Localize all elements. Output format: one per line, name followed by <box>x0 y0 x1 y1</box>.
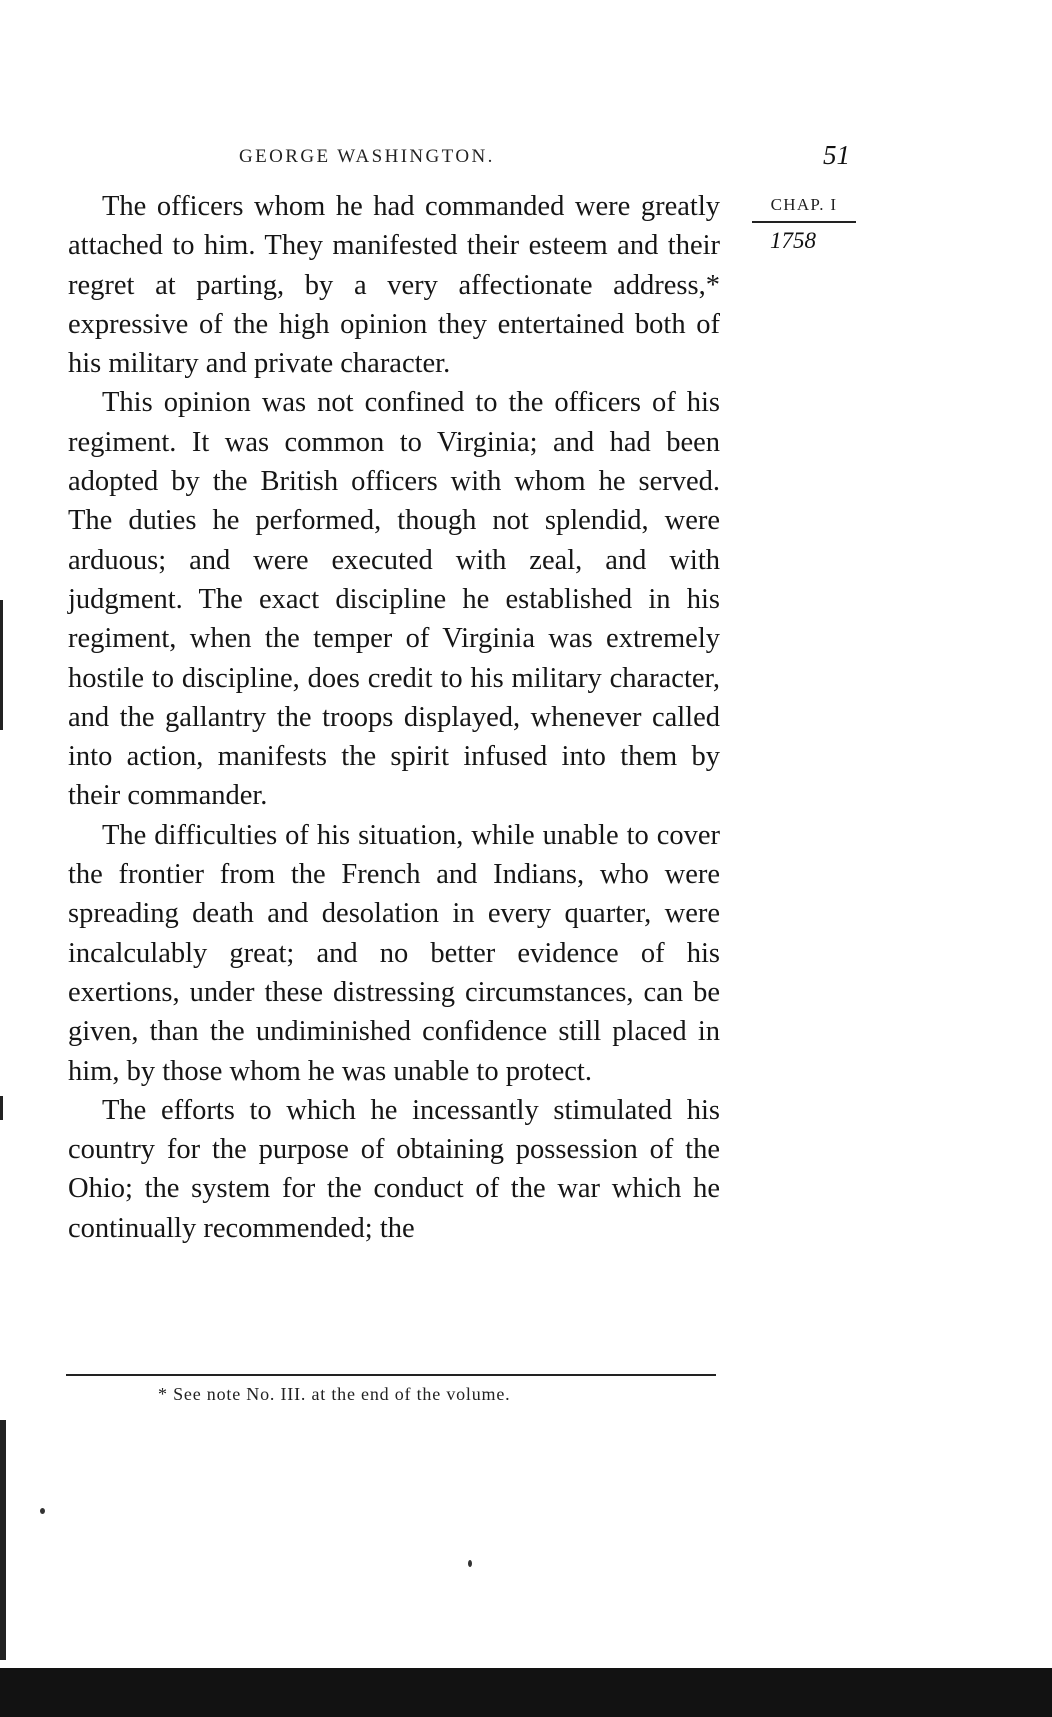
body-text <box>68 187 720 1248</box>
scan-edge-mark <box>0 1096 3 1120</box>
paragraph-2: This opinion was not confined to the officers of his regiment. It was common to Virginia; and had been adopted by the British officers with whom he served. The duties he performed, though not splendid, were arduous; and were executed with zeal, and with judgment. The exact discipline he established in his regiment, when the temper of Virginia was extremely hostile to discipline, does credit to his military character, and the gallantry the troops displayed, whenever called into action, manifests the spirit infused into them by their commander. <box>68 387 720 812</box>
paragraph-4: The efforts to which he incessantly stimulated his country for the purpose of obtaining possession of the Ohio; the system for the conduct of the war which he continually recommended; the <box>68 1094 720 1244</box>
chapter-label: CHAP. I <box>752 195 856 223</box>
running-title: GEORGE WASHINGTON. <box>239 146 495 167</box>
running-head <box>0 140 1052 176</box>
scan-bottom-edge <box>0 1668 1052 1717</box>
paragraph-1: The officers whom he had commanded were greatly attached to him. They manifested their esteem and their regret at parting, by a very affectionate address,* expressive of the high opinion they entertained both of his military and private character. <box>68 191 720 380</box>
scan-edge-mark <box>0 600 3 730</box>
page-number: 51 <box>823 140 850 170</box>
scan-speck <box>40 1508 45 1514</box>
margin-note <box>752 195 856 254</box>
scan-edge-mark <box>0 1420 6 1660</box>
paragraph-3: The difficulties of his situation, while unable to cover the frontier from the French and Indians, who were spreading death and desolation in every quarter, were incalculably great; and no better evidence of his exertions, under these distressing circumstances, can be given, than the undiminished confidence still placed in him, by those whom he was unable to protect. <box>68 819 720 1087</box>
scan-speck <box>468 1560 472 1567</box>
footnote: * See note No. III. at the end of the volume. <box>158 1384 511 1404</box>
footnote-rule <box>66 1374 716 1376</box>
margin-year: 1758 <box>770 228 816 253</box>
